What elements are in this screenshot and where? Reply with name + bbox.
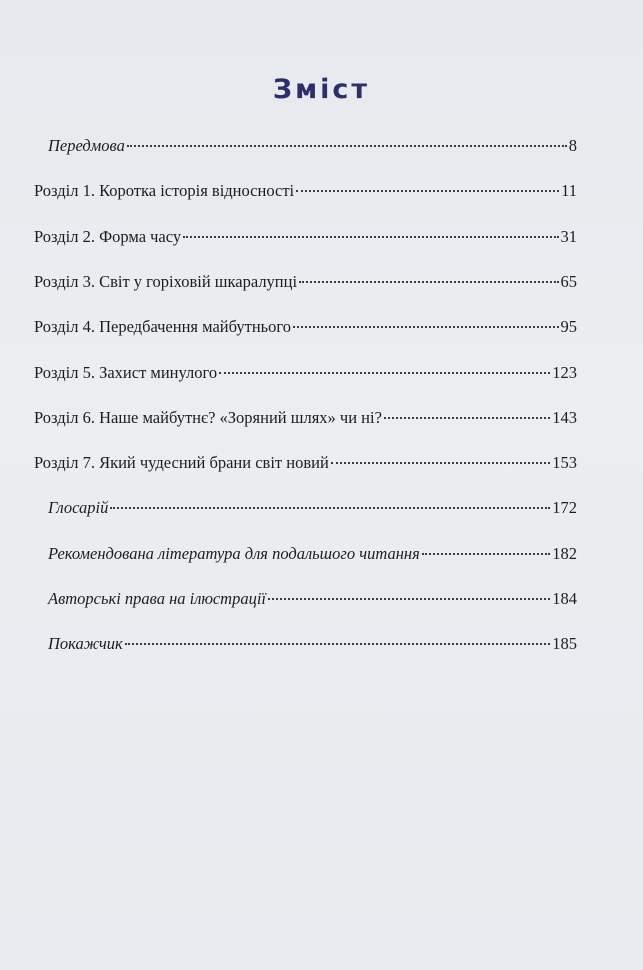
toc-entry-page-number: 8	[568, 136, 577, 155]
dot-leader	[219, 372, 550, 374]
toc-entry	[34, 270, 577, 294]
toc-entry-page-number: 184	[552, 589, 577, 608]
toc-entry	[48, 542, 577, 566]
toc-entry-page-number: 153	[552, 453, 577, 472]
toc-entry-page-number: 31	[560, 227, 577, 246]
dot-leader	[127, 145, 567, 147]
toc-entry	[34, 361, 577, 385]
dot-leader	[422, 553, 551, 555]
dot-leader	[183, 236, 558, 238]
toc-entry	[34, 315, 577, 339]
toc-entry	[34, 406, 577, 430]
toc-entry	[34, 179, 577, 203]
dot-leader	[125, 643, 551, 645]
toc-entry-page-number: 185	[552, 634, 577, 653]
toc-entry-label: Покажчик	[48, 634, 123, 653]
toc-entry-label: Розділ 7. Який чудесний брани світ новий	[34, 453, 329, 472]
toc-entry	[34, 451, 577, 475]
dot-leader	[384, 417, 550, 419]
toc-entry	[34, 225, 577, 249]
toc-entry-label: Рекомендована література для подальшого читання	[48, 544, 420, 563]
dot-leader	[268, 598, 550, 600]
dot-leader	[331, 462, 550, 464]
toc-entry-label: Передмова	[48, 136, 125, 155]
toc-entry	[48, 587, 577, 611]
dot-leader	[296, 190, 559, 192]
toc-entry	[48, 496, 577, 520]
toc-entry-label: Розділ 3. Світ у горіховій шкаралупці	[34, 272, 298, 291]
toc-entry-page-number: 123	[552, 363, 577, 382]
toc-entry-page-number: 65	[560, 272, 577, 291]
toc-entry-page-number: 11	[561, 181, 577, 200]
toc-entry-page-number: 95	[560, 317, 577, 336]
toc-entry-label: Глосарій	[48, 498, 109, 517]
toc-entry-page-number: 182	[552, 544, 577, 563]
dot-leader	[299, 281, 558, 283]
dot-leader	[293, 326, 558, 328]
toc-entry-label: Авторські права на ілюстрації	[48, 589, 267, 608]
toc-entry	[48, 632, 577, 656]
page-title: Зміст	[272, 74, 371, 105]
toc-entry-label: Розділ 1. Коротка історія відносності	[34, 181, 295, 200]
toc-entry-page-number: 143	[552, 408, 577, 427]
toc-entry-label: Розділ 4. Передбачення майбутнього	[34, 317, 292, 336]
toc-entry-label: Розділ 5. Захист минулого	[34, 363, 218, 382]
toc-entry	[48, 134, 577, 158]
toc-entry-label: Розділ 2. Форма часу	[34, 227, 182, 246]
toc-entry-label: Розділ 6. Наше майбутнє? «Зоряний шлях» чи ні?	[34, 408, 382, 427]
toc-entry-page-number: 172	[552, 498, 577, 517]
dot-leader	[110, 507, 550, 509]
